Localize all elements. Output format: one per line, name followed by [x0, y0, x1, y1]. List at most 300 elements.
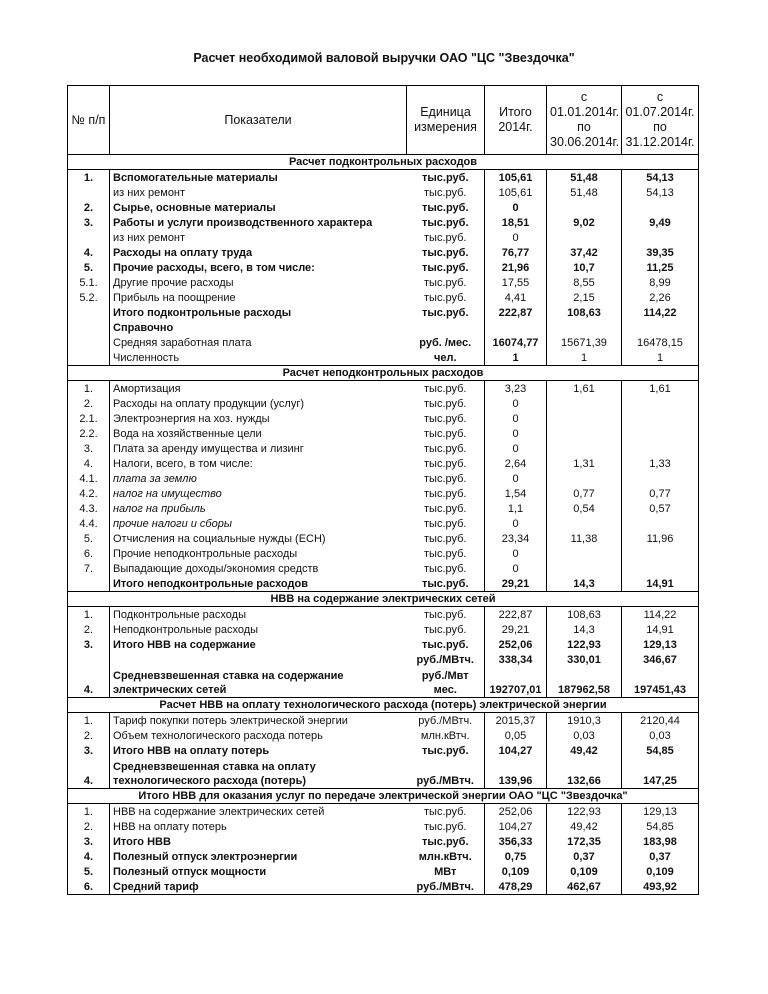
row-period-1 [547, 471, 622, 486]
table-row [68, 215, 699, 230]
table-row [68, 804, 699, 820]
row-number: 2. [68, 200, 110, 215]
row-number: 4. [68, 456, 110, 471]
row-indicator: Тариф покупки потерь электрической энергии [113, 714, 348, 727]
header-period-2: с 01.07.2014г. по 31.12.2014г. [622, 86, 699, 155]
row-unit: тыс.руб. [424, 547, 467, 560]
row-period-2 [622, 561, 699, 576]
row-indicator: Сырье, основные материалы [113, 201, 276, 214]
row-number: 6. [68, 546, 110, 561]
row-period-1: 0,77 [547, 486, 622, 501]
row-period-1: 0,54 [547, 501, 622, 516]
row-period-2 [622, 230, 699, 245]
row-number: 6. [68, 879, 110, 895]
row-period-2: 11,96 [622, 531, 699, 546]
row-period-1 [547, 516, 622, 531]
row-period-2: 11,25 [622, 260, 699, 275]
row-unit: тыс.руб. [422, 171, 469, 184]
row-unit: тыс.руб. [424, 562, 467, 575]
row-unit: тыс.руб. [422, 744, 469, 757]
section-title: НВВ на содержание электрических сетей [68, 592, 699, 607]
row-number: 1. [68, 607, 110, 623]
row-period-2 [622, 411, 699, 426]
row-unit: тыс.руб. [422, 638, 469, 651]
row-unit: тыс.руб. [424, 820, 467, 833]
table-row [68, 607, 699, 623]
row-number [68, 230, 110, 245]
row-period-1 [547, 411, 622, 426]
row-period-1: 122,93 [547, 637, 622, 652]
row-period-1: 2,15 [547, 290, 622, 305]
row-indicator: Расходы на оплату труда [113, 246, 253, 259]
row-indicator: Справочно [113, 321, 174, 334]
header-indicator: Показатели [110, 86, 407, 155]
row-period-1 [547, 320, 622, 335]
row-total: 76,77 [485, 245, 547, 260]
row-period-2 [622, 471, 699, 486]
row-period-1: 49,42 [547, 743, 622, 758]
row-unit: тыс.руб. [424, 186, 467, 199]
row-period-2 [622, 396, 699, 411]
table-row [68, 396, 699, 411]
table-row [68, 275, 699, 290]
row-period-1: 8,55 [547, 275, 622, 290]
row-number: 5. [68, 260, 110, 275]
row-total: 356,33 [485, 834, 547, 849]
row-number: 7. [68, 561, 110, 576]
row-period-1 [547, 441, 622, 456]
row-indicator: плата за землю [113, 472, 197, 485]
table-row [68, 561, 699, 576]
row-period-2: 114,22 [622, 607, 699, 623]
row-period-2: 183,98 [622, 834, 699, 849]
row-total: 29,21 [485, 622, 547, 637]
row-period-1: 1,31 [547, 456, 622, 471]
row-unit: руб./Мвт мес. [421, 670, 469, 696]
row-period-1: 15671,39 [547, 335, 622, 350]
row-number: 4. [68, 245, 110, 260]
row-number [68, 320, 110, 335]
row-unit: тыс.руб. [424, 608, 467, 621]
row-total: 0 [485, 230, 547, 245]
row-number: 1. [68, 713, 110, 729]
table-row [68, 622, 699, 637]
row-total: 104,27 [485, 743, 547, 758]
row-unit: тыс.руб. [424, 382, 467, 395]
row-number: 2.2. [68, 426, 110, 441]
table-row [68, 486, 699, 501]
row-period-1: 14,3 [547, 576, 622, 592]
row-period-2: 346,67 [622, 652, 699, 667]
section-header [68, 789, 699, 804]
row-number [68, 350, 110, 366]
row-total: 0,109 [485, 864, 547, 879]
section-header [68, 592, 699, 607]
row-total: 21,96 [485, 260, 547, 275]
row-unit: тыс.руб. [422, 577, 469, 590]
row-period-1: 37,42 [547, 245, 622, 260]
table-row [68, 637, 699, 652]
row-unit: тыс.руб. [424, 517, 467, 530]
row-period-2: 1,33 [622, 456, 699, 471]
table-row [68, 320, 699, 335]
table-header [68, 86, 699, 155]
row-number: 4.1. [68, 471, 110, 486]
row-indicator [110, 652, 407, 667]
row-period-1 [547, 200, 622, 215]
row-indicator: Средний тариф [110, 879, 407, 895]
row-indicator: Численность [113, 351, 180, 364]
row-period-2: 54,13 [622, 170, 699, 186]
row-period-1: 10,7 [547, 260, 622, 275]
row-number: 2. [68, 728, 110, 743]
table-row [68, 667, 699, 698]
row-unit: тыс.руб. [422, 246, 469, 259]
row-indicator: Электроэнергия на хоз. нужды [113, 412, 270, 425]
row-indicator: Прочие неподконтрольные расходы [113, 547, 298, 560]
row-unit: млн.кВтч. [420, 729, 470, 742]
row-total: 2,64 [485, 456, 547, 471]
row-total: 105,61 [485, 170, 547, 186]
row-period-2: 39,35 [622, 245, 699, 260]
row-number [68, 185, 110, 200]
table-row [68, 200, 699, 215]
row-indicator: Средневзвешенная ставка на оплату технологического расхода (потерь) [113, 761, 316, 787]
row-period-2: 9,49 [622, 215, 699, 230]
row-total: 18,51 [485, 215, 547, 230]
row-period-2: 0,109 [622, 864, 699, 879]
row-period-2: 14,91 [622, 622, 699, 637]
table-row [68, 305, 699, 320]
row-total: 252,06 [485, 637, 547, 652]
header-total: Итого 2014г. [485, 86, 547, 155]
row-total: 222,87 [485, 305, 547, 320]
row-number: 3. [68, 743, 110, 758]
row-number: 4. [68, 667, 110, 698]
table-row [68, 350, 699, 366]
table-row [68, 290, 699, 305]
table-row [68, 245, 699, 260]
row-number: 1. [68, 381, 110, 397]
row-total: 3,23 [485, 381, 547, 397]
row-number: 2. [68, 622, 110, 637]
table-row [68, 381, 699, 397]
row-indicator: Выпадающие доходы/экономия средств [113, 562, 319, 575]
table-row [68, 652, 699, 667]
table-row [68, 834, 699, 849]
row-indicator: Отчисления на социальные нужды (ЕСН) [113, 532, 326, 545]
row-total: 192707,01 [485, 667, 547, 698]
row-period-1: 172,35 [547, 834, 622, 849]
row-indicator: налог на имущество [113, 487, 222, 500]
row-total: 478,29 [485, 879, 547, 895]
row-indicator: из них ремонт [113, 231, 186, 244]
row-unit: тыс.руб. [424, 427, 467, 440]
row-number [68, 652, 110, 667]
table-row [68, 335, 699, 350]
row-period-2: 197451,43 [622, 667, 699, 698]
row-period-2 [622, 426, 699, 441]
row-total: 0,05 [485, 728, 547, 743]
row-period-1: 187962,58 [547, 667, 622, 698]
row-period-2: 0,57 [622, 501, 699, 516]
row-unit: тыс.руб. [424, 472, 467, 485]
row-period-1: 1,61 [547, 381, 622, 397]
row-period-1: 0,03 [547, 728, 622, 743]
header-period-1: с 01.01.2014г. по 30.06.2014г. [547, 86, 622, 155]
table-row [68, 260, 699, 275]
row-period-2: 0,77 [622, 486, 699, 501]
row-total: 2015,37 [485, 713, 547, 729]
row-period-1: 330,01 [547, 652, 622, 667]
row-total [485, 320, 547, 335]
section-title: Расчет неподконтрольных расходов [68, 366, 699, 381]
row-number: 3. [68, 637, 110, 652]
row-indicator: Другие прочие расходы [113, 276, 234, 289]
row-number [68, 576, 110, 592]
row-indicator: Налоги, всего, в том числе: [113, 457, 253, 470]
row-indicator: Вспомогательные материалы [113, 171, 278, 184]
row-period-1: 11,38 [547, 531, 622, 546]
row-unit: тыс.руб. [424, 532, 467, 545]
row-period-1 [547, 426, 622, 441]
row-period-1: 14,3 [547, 622, 622, 637]
row-indicator: Полезный отпуск электроэнергии [113, 850, 298, 863]
table-row [68, 456, 699, 471]
row-number: 2. [68, 396, 110, 411]
row-unit: тыс.руб. [424, 457, 467, 470]
table-row [68, 411, 699, 426]
row-period-1: 51,48 [547, 185, 622, 200]
row-total: 0 [485, 441, 547, 456]
row-unit: тыс.руб. [424, 231, 467, 244]
row-unit: руб./МВтч. [407, 879, 485, 895]
row-period-2: 14,91 [622, 576, 699, 592]
row-indicator: Полезный отпуск мощности [113, 865, 267, 878]
header-unit: Единица измерения [407, 86, 485, 155]
row-period-2: 8,99 [622, 275, 699, 290]
row-unit: тыс.руб. [424, 397, 467, 410]
row-period-2 [622, 441, 699, 456]
table-row [68, 879, 699, 895]
row-indicator: Вода на хозяйственные цели [113, 427, 262, 440]
row-number: 3. [68, 441, 110, 456]
section-title: Итого НВВ для оказания услуг по передаче электрической энергии ОАО "ЦС "Звездочка" [68, 789, 699, 804]
document-title: Расчет необходимой валовой выручки ОАО "ЦС "Звездочка" [193, 51, 575, 65]
row-unit: тыс.руб. [424, 487, 467, 500]
table-row [68, 531, 699, 546]
row-indicator: НВВ на содержание электрических сетей [113, 805, 325, 818]
row-period-1: 108,63 [547, 305, 622, 320]
row-indicator: Итого подконтрольные расходы [113, 306, 292, 319]
row-number: 2. [68, 819, 110, 834]
row-total: 17,55 [485, 275, 547, 290]
row-indicator: Подконтрольные расходы [113, 608, 246, 621]
row-period-1: 1 [547, 350, 622, 366]
row-number: 4.3. [68, 501, 110, 516]
row-indicator: Итого неподконтрольные расходов [113, 577, 308, 590]
row-indicator: Расходы на оплату продукции (услуг) [113, 397, 305, 410]
row-period-1 [547, 546, 622, 561]
row-total: 0 [485, 426, 547, 441]
row-number: 3. [68, 215, 110, 230]
row-period-1: 9,02 [547, 215, 622, 230]
row-unit: тыс.руб. [424, 805, 467, 818]
table-row [68, 426, 699, 441]
row-total: 16074,77 [485, 335, 547, 350]
row-unit: руб./МВтч. [418, 714, 473, 727]
table-row [68, 516, 699, 531]
row-unit: руб./МВтч. [416, 775, 474, 787]
row-period-2: 2,26 [622, 290, 699, 305]
row-indicator: из них ремонт [113, 186, 186, 199]
row-unit: руб. /мес. [419, 336, 472, 349]
row-number: 1. [68, 804, 110, 820]
row-period-1: 51,48 [547, 170, 622, 186]
row-number: 1. [68, 170, 110, 186]
section-title: Расчет подконтрольных расходов [68, 155, 699, 170]
table-row [68, 230, 699, 245]
row-indicator: Работы и услуги производственного характера [113, 216, 373, 229]
row-period-1: 0,37 [547, 849, 622, 864]
row-period-1: 108,63 [547, 607, 622, 623]
row-total: 252,06 [485, 804, 547, 820]
row-indicator: НВВ на оплату потерь [113, 820, 227, 833]
row-indicator: Прочие расходы, всего, в том числе: [113, 261, 315, 274]
section-header [68, 698, 699, 713]
row-unit: тыс.руб. [424, 623, 467, 636]
row-indicator: Итого НВВ на содержание [113, 638, 256, 651]
section-title: Расчет НВВ на оплату технологического расхода (потерь) электрической энергии [68, 698, 699, 713]
row-number [68, 305, 110, 320]
row-unit: МВт [434, 865, 457, 878]
row-total: 0 [485, 200, 547, 215]
row-total: 338,34 [485, 652, 547, 667]
row-unit: тыс.руб. [422, 216, 469, 229]
row-indicator: Средневзвешенная ставка на содержание электрических сетей [113, 670, 344, 696]
row-number: 5.1. [68, 275, 110, 290]
row-unit: тыс.руб. [422, 201, 469, 214]
row-number: 5. [68, 531, 110, 546]
table-body [68, 155, 699, 895]
row-unit: тыс.руб. [424, 291, 467, 304]
row-number: 4.4. [68, 516, 110, 531]
table-row [68, 546, 699, 561]
row-unit [407, 320, 485, 335]
row-period-2: 1,61 [622, 381, 699, 397]
row-period-1: 1910,3 [547, 713, 622, 729]
row-unit: тыс.руб. [424, 412, 467, 425]
row-period-1: 0,109 [547, 864, 622, 879]
row-number: 3. [68, 834, 110, 849]
table-row [68, 576, 699, 592]
row-total: 0 [485, 516, 547, 531]
row-indicator: прочие налоги и сборы [113, 517, 232, 530]
row-total: 0 [485, 471, 547, 486]
row-indicator: Объем технологического расхода потерь [113, 729, 323, 742]
row-total: 139,96 [485, 758, 547, 789]
table-row [68, 849, 699, 864]
row-period-2: 54,85 [622, 819, 699, 834]
row-period-2: 147,25 [622, 758, 699, 789]
section-header [68, 155, 699, 170]
row-total: 1 [485, 350, 547, 366]
row-total: 29,21 [485, 576, 547, 592]
row-total: 105,61 [485, 185, 547, 200]
table-row [68, 758, 699, 789]
row-period-2: 129,13 [622, 637, 699, 652]
row-period-1 [547, 230, 622, 245]
row-period-2: 493,92 [622, 879, 699, 895]
row-period-2: 54,13 [622, 185, 699, 200]
row-total: 0 [485, 411, 547, 426]
row-indicator: Плата за аренду имущества и лизинг [113, 442, 304, 455]
row-total: 0 [485, 561, 547, 576]
row-total: 0 [485, 546, 547, 561]
row-period-1: 462,67 [547, 879, 622, 895]
row-number [68, 335, 110, 350]
row-unit: чел. [433, 351, 457, 364]
section-header [68, 366, 699, 381]
table-row [68, 501, 699, 516]
row-period-1 [547, 561, 622, 576]
row-number: 5.2. [68, 290, 110, 305]
row-period-2 [622, 516, 699, 531]
row-total: 23,34 [485, 531, 547, 546]
row-period-2: 0,03 [622, 728, 699, 743]
row-indicator: Итого НВВ на оплату потерь [113, 744, 270, 757]
row-unit: тыс.руб. [424, 276, 467, 289]
row-total: 4,41 [485, 290, 547, 305]
table-row [68, 441, 699, 456]
row-period-1: 122,93 [547, 804, 622, 820]
row-period-2 [622, 546, 699, 561]
row-period-2: 114,22 [622, 305, 699, 320]
row-number: 4. [68, 849, 110, 864]
table-row [68, 819, 699, 834]
row-indicator: Итого НВВ [113, 835, 171, 848]
row-indicator: Средняя заработная плата [113, 336, 252, 349]
row-total: 104,27 [485, 819, 547, 834]
row-indicator: Амортизация [113, 382, 181, 395]
row-period-2: 54,85 [622, 743, 699, 758]
row-total: 0,75 [485, 849, 547, 864]
table-row [68, 713, 699, 729]
row-unit: тыс.руб. [424, 442, 467, 455]
header-num: № п/п [68, 86, 110, 155]
row-period-2 [622, 200, 699, 215]
row-unit: тыс.руб. [422, 306, 469, 319]
row-period-2: 129,13 [622, 804, 699, 820]
row-number: 5. [68, 864, 110, 879]
row-total: 222,87 [485, 607, 547, 623]
row-period-2: 1 [622, 350, 699, 366]
row-period-2: 16478,15 [622, 335, 699, 350]
table-row [68, 728, 699, 743]
table-row [68, 170, 699, 186]
table-row [68, 743, 699, 758]
row-total: 1,54 [485, 486, 547, 501]
row-indicator: налог на прибыль [113, 502, 206, 515]
row-total: 0 [485, 396, 547, 411]
row-unit: млн.кВтч. [418, 850, 472, 863]
row-period-2: 0,37 [622, 849, 699, 864]
row-period-2: 2120,44 [622, 713, 699, 729]
table-row [68, 185, 699, 200]
row-number: 2.1. [68, 411, 110, 426]
row-period-1: 132,66 [547, 758, 622, 789]
row-period-2 [622, 320, 699, 335]
